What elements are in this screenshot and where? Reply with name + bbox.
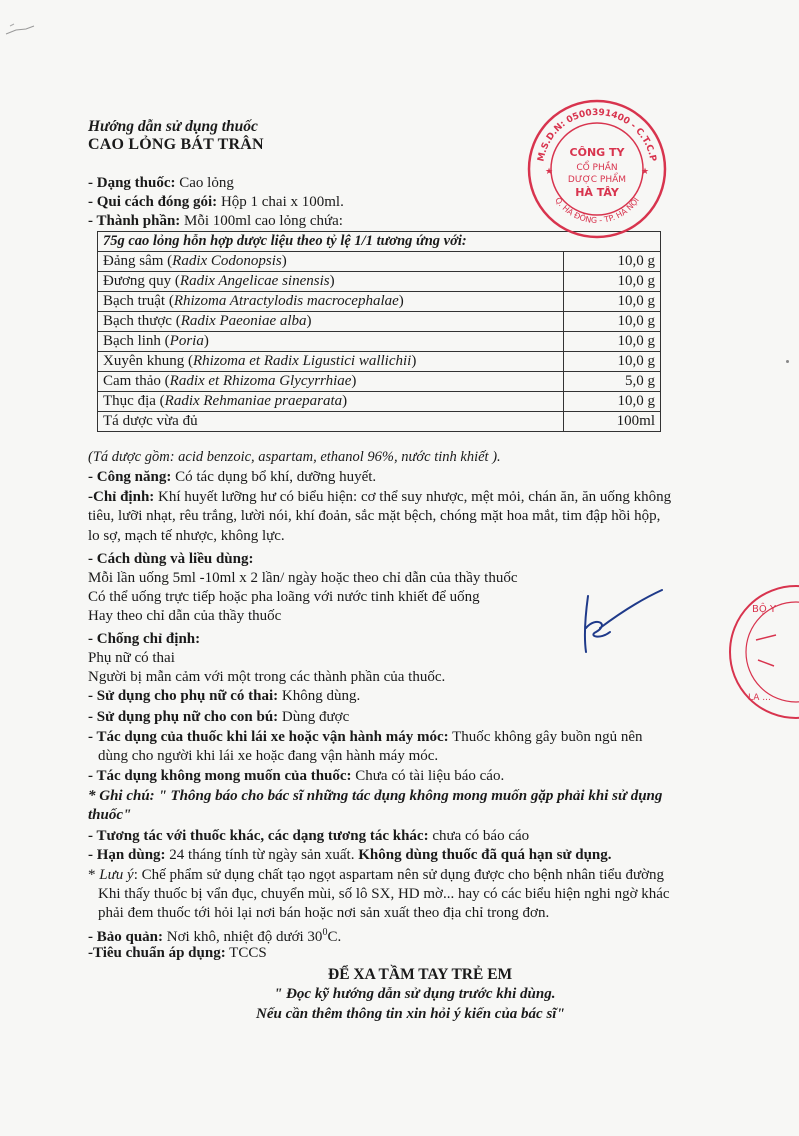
standard-value: TCCS	[225, 945, 267, 961]
table-row	[98, 312, 661, 332]
expiry-warning: Không dùng thuốc đã quá hạn sử dụng.	[358, 847, 612, 863]
composition-value: Mỗi 100ml cao lỏng chứa:	[180, 213, 343, 229]
ingredient-amount: 10,0 g	[564, 332, 661, 352]
svg-text:★: ★	[641, 166, 650, 176]
breastfeeding-value: Dùng được	[278, 709, 350, 725]
usage-label: - Cách dùng và liều dùng:	[88, 551, 254, 567]
ingredient-cell: Thục địa (Radix Rehmaniae praeparata)	[98, 392, 564, 412]
expiry-label: - Hạn dùng:	[88, 847, 166, 863]
driving-value: Thuốc không gây buồn ngủ nên	[448, 729, 643, 745]
stamp-line-2: CỔ PHẦN	[576, 163, 618, 173]
table-row	[98, 252, 661, 272]
side-effect-label: - Tác dụng không mong muốn của thuốc:	[88, 768, 352, 784]
driving-line-1	[88, 728, 642, 747]
table-header-cell: 75g cao lỏng hỗn hợp dược liệu theo tỷ lệ 1/1 tương ứng với:	[98, 232, 661, 252]
dosage-form-value: Cao lỏng	[175, 175, 234, 191]
scan-dot	[786, 360, 789, 363]
storage-line: - Bảo quản: Nơi khô, nhiệt độ dưới $30^0C$.	[88, 927, 342, 945]
driving-line-2: dùng cho người khi lái xe hoặc đang vận hành máy móc.	[98, 748, 439, 764]
svg-text:Q. HÀ ĐÔNG - TP. HÀ NỘI	[553, 196, 641, 225]
pregnancy-line	[88, 687, 360, 706]
packaging-value: Hộp 1 chai x 100ml.	[217, 194, 344, 210]
function-label: - Công năng:	[88, 469, 172, 485]
ingredient-cell: Xuyên khung (Rhizoma et Radix Ligustici wallichii)	[98, 352, 564, 372]
ingredient-amount: 10,0 g	[564, 252, 661, 272]
excipient-note: (Tá dược gồm: acid benzoic, aspartam, ethanol 96%, nước tinh khiết ).	[88, 449, 501, 465]
company-stamp-icon	[526, 98, 668, 240]
composition-label: - Thành phần:	[88, 213, 181, 229]
indication-line-3: lo sợ, mạch tế nhược, không lực.	[88, 528, 285, 544]
table-row	[98, 292, 661, 312]
excipient-cell: Tá dược vừa đủ	[98, 412, 564, 432]
table-row	[98, 372, 661, 392]
side-stamp-bottom: LA ...	[748, 693, 771, 703]
contraindication-line-1: Phụ nữ có thai	[88, 650, 175, 666]
pregnancy-label: - Sử dụng cho phụ nữ có thai:	[88, 688, 279, 704]
breastfeeding-label: - Sử dụng phụ nữ cho con bú:	[88, 709, 279, 725]
ingredient-amount: 5,0 g	[564, 372, 661, 392]
function-line	[88, 468, 376, 487]
interaction-label: - Tương tác với thuốc khác, các dạng tương tác khác:	[88, 828, 429, 844]
storage-value: Nơi khô, nhiệt độ dưới 30	[163, 929, 323, 945]
side-stamp-top: BỘ Y	[752, 604, 777, 615]
document-subtitle: Hướng dẫn sử dụng thuốc	[88, 118, 258, 135]
ingredients-table	[97, 231, 661, 432]
indication-line-1: -Chỉ định: Khí huyết lưỡng hư có biểu hiện: cơ thể suy nhược, mệt mỏi, chán ăn, ăn uống không	[88, 489, 672, 505]
ingredient-amount: 10,0 g	[564, 312, 661, 332]
expiry-value: 24 tháng tính từ ngày sản xuất.	[165, 847, 359, 863]
stamp-bottom-text: Q. HÀ ĐÔNG - TP. HÀ NỘI	[553, 195, 641, 226]
ingredient-cell: Cam thảo (Radix et Rhizoma Glycyrrhiae)	[98, 372, 564, 392]
footer-line-2: Nếu cần thêm thông tin xin hỏi ý kiến của bác sĩ"	[256, 1006, 565, 1022]
standard-line	[88, 944, 267, 963]
packaging-label: - Qui cách đóng gói:	[88, 194, 218, 210]
driving-label: - Tác dụng của thuốc khi lái xe hoặc vận hành máy móc:	[88, 729, 449, 745]
contraindication-line-2: Người bị mẫn cảm với một trong các thành phần của thuốc.	[88, 669, 446, 685]
stamp-line-1: CÔNG TY	[569, 146, 625, 159]
caution-line-3: phải đem thuốc tới hỏi lại nơi bán hoặc nơi sản xuất theo địa chỉ trong đơn.	[98, 905, 550, 921]
ingredient-amount: 10,0 g	[564, 292, 661, 312]
function-value: Có tác dụng bổ khí, dưỡng huyết.	[171, 469, 377, 485]
table-row	[98, 352, 661, 372]
note-value: " Thông báo cho bác sĩ những tác dụng không mong muốn gặp phải khi sử dụng	[154, 788, 663, 804]
table-row	[98, 392, 661, 412]
child-warning: ĐỂ XA TẦM TAY TRẺ EM	[328, 966, 513, 983]
note-line-2: thuốc"	[88, 807, 132, 823]
stamp-ring-text: M.S.D.N: 0500391400 - C.T.C.P	[536, 107, 658, 163]
indication-label: -Chỉ định:	[88, 489, 155, 505]
excipient-amount: 100ml	[564, 412, 661, 432]
ingredient-cell: Bạch truật (Rhizoma Atractylodis macrocephalae)	[98, 292, 564, 312]
ingredient-cell: Bạch thược (Radix Paeoniae alba)	[98, 312, 564, 332]
stamp-line-3: DƯỢC PHẨM	[567, 175, 627, 185]
document-title: CAO LỎNG BÁT TRÂN	[88, 136, 264, 153]
composition-line	[88, 212, 343, 231]
side-effect-value: Chưa có tài liệu báo cáo.	[351, 768, 505, 784]
caution-label: Lưu ý	[99, 867, 134, 883]
table-row	[98, 412, 661, 432]
indication-line-2: tiêu, lưỡi nhạt, rêu trắng, lười nói, khí đoản, sắc mặt bệch, chóng mặt hoa mắt, tim đập hồi hộp,	[88, 508, 661, 524]
note-line-1	[88, 787, 662, 806]
interaction-line	[88, 827, 529, 846]
ingredient-amount: 10,0 g	[564, 392, 661, 412]
contraindication-label: - Chống chỉ định:	[88, 631, 201, 647]
note-label: * Ghi chú:	[88, 788, 155, 804]
storage-label: - Bảo quản:	[88, 929, 164, 945]
side-effect-line	[88, 767, 504, 786]
dosage-form-line	[88, 174, 234, 193]
usage-line-2: Có thể uống trực tiếp hoặc pha loãng với nước tinh khiết để uống	[88, 589, 480, 605]
ingredient-cell: Bạch linh (Poria)	[98, 332, 564, 352]
usage-line-1: Mỗi lần uống 5ml -10ml x 2 lần/ ngày hoặc theo chỉ dẫn của thầy thuốc	[88, 570, 518, 586]
ingredient-amount: 10,0 g	[564, 272, 661, 292]
expiry-line	[88, 846, 612, 865]
scan-mark-icon	[4, 20, 44, 40]
footer-line-1: " Đọc kỹ hướng dẫn sử dụng trước khi dùng.	[274, 986, 556, 1002]
pregnancy-value: Không dùng.	[278, 688, 361, 704]
table-row	[98, 272, 661, 292]
packaging-line	[88, 193, 344, 212]
dosage-form-label: - Dạng thuốc:	[88, 175, 176, 191]
interaction-value: chưa có báo cáo	[428, 828, 530, 844]
ingredient-cell: Đương quy (Radix Angelicae sinensis)	[98, 272, 564, 292]
usage-line-3: Hay theo chỉ dẫn của thầy thuốc	[88, 608, 282, 624]
stamp-line-4: HÀ TÂY	[575, 186, 619, 199]
breastfeeding-line	[88, 708, 349, 727]
caution-line-1: * Lưu ý: Chế phẩm sử dụng chất tạo ngọt aspartam nên sử dụng được cho bệnh nhân tiểu đường	[88, 867, 665, 883]
signature-icon	[570, 588, 670, 658]
caution-line-2: Khi thấy thuốc bị vẩn đục, chuyển mùi, số lô SX, HD mờ... hay có các biểu hiện nghi ngờ khác	[98, 886, 670, 902]
standard-label: -Tiêu chuẩn áp dụng:	[88, 945, 226, 961]
ingredient-amount: 10,0 g	[564, 352, 661, 372]
ministry-stamp-icon	[716, 580, 799, 730]
svg-text:★: ★	[545, 166, 554, 176]
ingredient-cell: Đảng sâm (Radix Codonopsis)	[98, 252, 564, 272]
table-row	[98, 332, 661, 352]
